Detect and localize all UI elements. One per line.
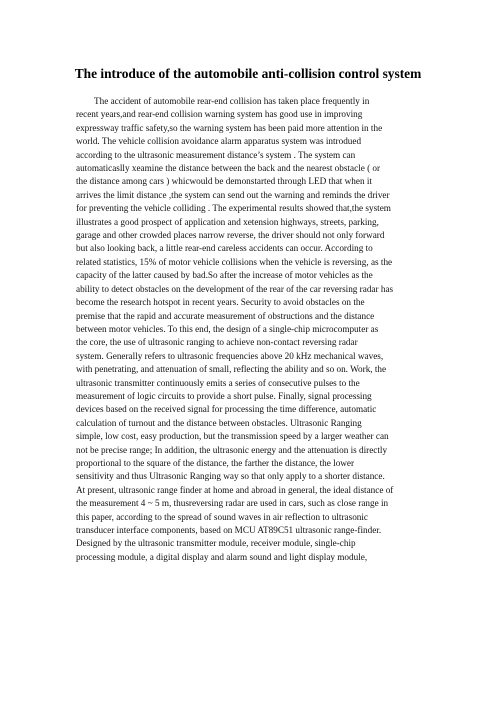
body-line: transducer interface components, based on MCU AT89C51 ultrasonic range-finder. (76, 525, 382, 535)
body-line: with penetrating, and attenuation of small, reflecting the ability and so on. Work, the (76, 364, 387, 375)
body-line: system. Generally refers to ultrasonic frequencies above 20 kHz mechanical waves, (76, 350, 384, 361)
document-title: The introduce of the automobile anti-collision control system (74, 66, 422, 81)
body-line: recent years,and rear-end collision warning system has good use in improving (76, 109, 363, 120)
body-line: premise that the rapid and accurate measurement of obstructions and the distance (76, 310, 375, 321)
body-line: measurement of logic circuits to provide a short pulse. Finally, signal processing (76, 390, 372, 401)
body-line: arrives the limit distance ,the system can send out the warning and reminds the driver (76, 189, 390, 200)
body-line: Designed by the ultrasonic transmitter module, receiver module, single-chip (76, 538, 356, 549)
body-line: the measurement 4 ~ 5 m, thusreversing radar are used in cars, such as close range in (76, 498, 389, 509)
body-line: ultrasonic transmitter continuously emits a series of consecutive pulses to the (76, 377, 360, 388)
body-line: The accident of automobile rear-end collision has taken place frequently in (94, 96, 370, 106)
body-line: become the research hotspot in recent years. Security to avoid obstacles on the (76, 297, 365, 308)
body-line: the distance among cars ) whicwould be demonstarted through LED that when it (76, 176, 372, 187)
document-body (76, 95, 436, 564)
body-line: this paper, according to the spread of sound waves in air reflection to ultrasonic (76, 511, 369, 522)
body-line: expressway traffic safety,so the warning system has been paid more attention in the (76, 122, 383, 133)
body-line: sensitivity and thus Ultrasonic Ranging way so that only apply to a shorter distance. (76, 471, 385, 482)
body-line: calculation of turnout and the distance between obstacles. Ultrasonic Ranging (76, 417, 362, 428)
body-line: proportional to the square of the distance, the farther the distance, the lower (76, 457, 355, 468)
body-line: the core, the use of ultrasonic ranging to achieve non-contact reversing radar (76, 337, 358, 348)
body-line: automaticaslly xeamine the distance between the back and the nearest obstacle ( or (76, 163, 381, 174)
body-line: simple, low cost, easy production, but the transmission speed by a larger weather can (76, 431, 389, 442)
body-line: At present, ultrasonic range finder at home and abroad in general, the ideal distance of (76, 484, 394, 495)
body-line: processing module, a digital display and alarm sound and light display module, (76, 551, 368, 562)
body-line: devices based on the received signal for processing the time difference, automatic (76, 404, 377, 415)
body-line: between motor vehicles. To this end, the design of a single-chip microcomputer as (76, 323, 379, 334)
body-line: according to the ultrasonic measurement distance’s system . The system can (76, 149, 356, 160)
body-line: world. The vehicle collision avoidance alarm apparatus system was introdued (76, 136, 362, 147)
body-line: ability to detect obstacles on the development of the rear of the car reversing radar has (76, 283, 394, 294)
body-line: for preventing the vehicle colliding . The experimental results showed that,the system (76, 203, 391, 214)
body-line: not be precise range; In addition, the ultrasonic energy and the attenuation is directly (76, 444, 388, 455)
body-line: related statistics, 15% of motor vehicle collisions when the vehicle is reversing, as the (76, 256, 393, 267)
body-line: capacity of the latter caused by bad.So after the increase of motor vehicles as the (76, 270, 373, 281)
body-line: garage and other crowded places narrow reverse, the driver should not only forward (76, 230, 385, 241)
body-line: illustrates a good prospect of application and xetension highways, streets, parking, (76, 216, 379, 227)
body-line: but also looking back, a little rear-end careless accidents can occur. According to (76, 243, 373, 254)
